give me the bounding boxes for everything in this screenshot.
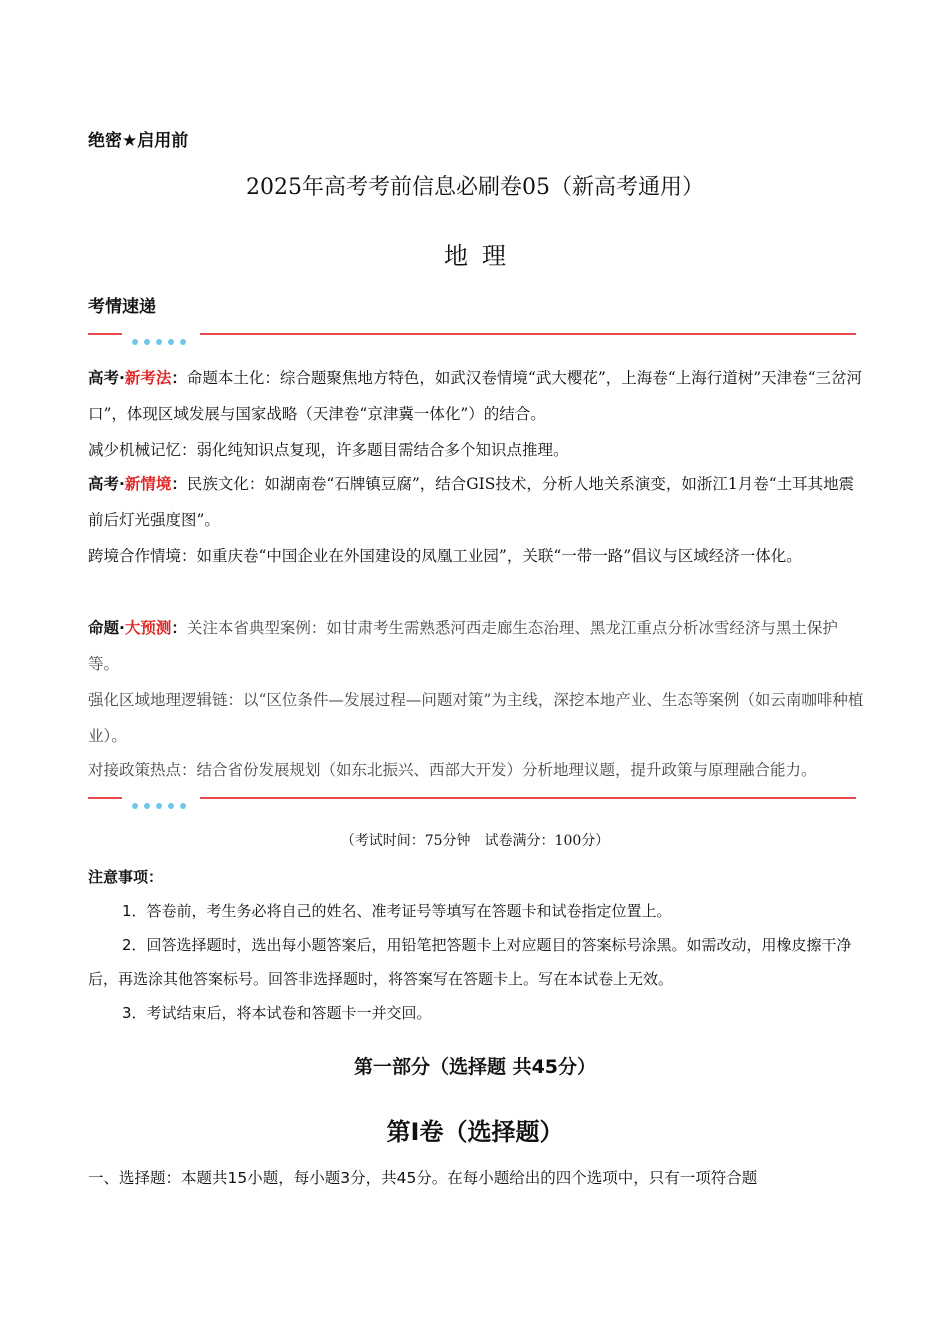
block-colon: ： [171,619,187,637]
block-text: 关注本省典型案例：如甘肃考生需熟悉河西走廊生态治理、黑龙江重点分析冰雪经济与黑土保护等。 [88,619,838,673]
block-text: 对接政策热点：结合省份发展规划（如东北振兴、西部大开发）分析地理议题，提升政策与原理融合能力。 [88,761,817,779]
block-tag: 高考· [88,475,125,493]
block-tag-highlight: 新考法 [124,369,172,387]
block-tag-highlight: 新情境 [124,475,172,493]
note-item: 1．答卷前，考生务必将自己的姓名、准考证号等填写在答题卡和试卷指定位置上。 [122,902,672,920]
subject-title: 地理 [444,242,520,270]
decorative-divider-top [88,328,856,340]
exam-info-block-1 [88,360,868,432]
block-text: 民族文化：如湖南卷“石牌镇豆腐”，结合GIS技术，分析人地关系演变，如浙江1月卷“土耳其地震前后灯光强度图”。 [88,475,855,529]
exam-info-block-2 [88,432,868,468]
block-text: 减少机械记忆：弱化纯知识点复现，许多题目需结合多个知识点推理。 [88,441,569,459]
block-tag: 命题· [88,619,125,637]
exam-info-block-6 [88,682,868,754]
part-title: 第一部分（选择题 共45分） [353,1056,597,1078]
block-tag: 高考· [88,369,125,387]
note-item: 2．回答选择题时，选出每小题答案后，用铅笔把答题卡上对应题目的答案标号涂黑。如需改动，用橡皮擦干净后，再选涂其他答案标号。回答非选择题时，将答案写在答题卡上。写在本试卷上无效。 [88,936,852,988]
block-text: 跨境合作情境：如重庆卷“中国企业在外国建设的凤凰工业园”，关联“一带一路”倡议与区域经济一体化。 [88,547,802,565]
exam-info-block-4 [88,538,868,574]
block-colon: ： [171,369,187,387]
exam-info-block-7 [88,752,878,788]
exam-time-info: （考试时间：75分钟 试卷满分：100分） [340,833,610,849]
volume-title: 第Ⅰ卷（选择题） [386,1118,564,1146]
block-text: 强化区域地理逻辑链：以“区位条件—发展过程—问题对策”为主线，深挖本地产业、生态等案例（如云南咖啡种植业）。 [88,691,864,745]
question-intro: 一、选择题：本题共15小题，每小题3分，共45分。在每小题给出的四个选项中，只有一项符合题 [88,1169,758,1187]
block-colon: ： [171,475,187,493]
paper-title: 2025年高考考前信息必刷卷05（新高考通用） [246,175,704,200]
exam-info-block-3 [88,466,868,538]
notes-list [88,894,868,1030]
decorative-divider-bottom [88,792,856,804]
notes-heading: 注意事项： [88,868,164,886]
block-tag-highlight: 大预测 [124,619,172,637]
secret-label: 绝密★启用前 [88,131,189,151]
exam-info-block-5 [88,610,868,682]
note-item: 3．考试结束后，将本试卷和答题卡一并交回。 [122,1004,432,1022]
block-text: 命题本土化：综合题聚焦地方特色，如武汉卷情境“武大樱花”，上海卷“上海行道树”天津卷“三岔河口”，体现区域发展与国家战略（天津卷“京津冀一体化”）的结合。 [88,369,863,423]
exam-info-heading: 考情速递 [88,297,156,317]
